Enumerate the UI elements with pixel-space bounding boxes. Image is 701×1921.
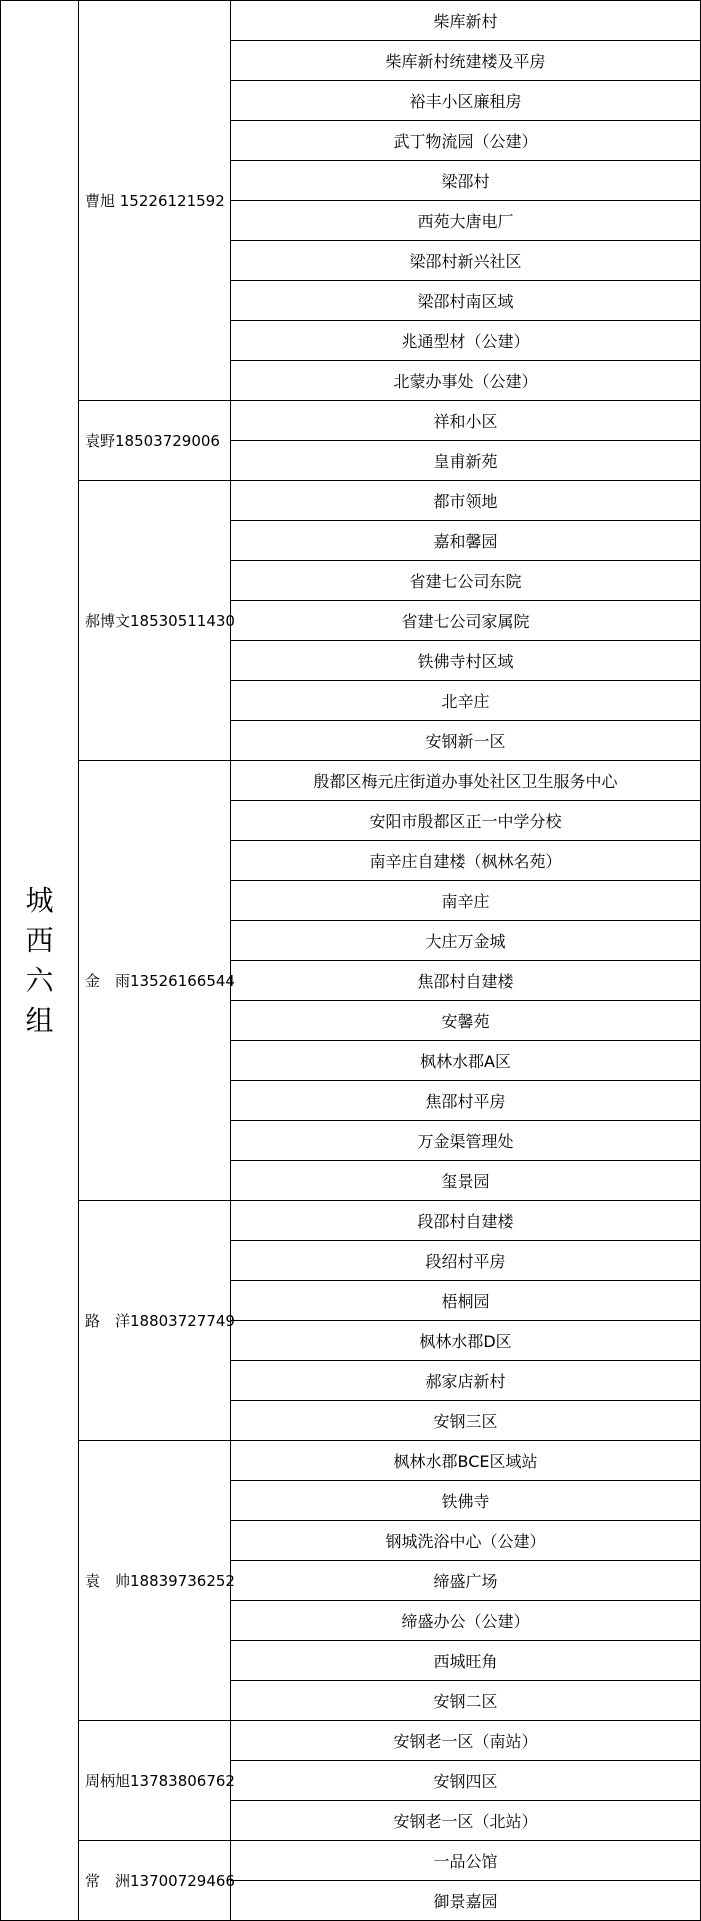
location-cell: 裕丰小区廉租房 <box>231 81 701 121</box>
table-row <box>1 1721 701 1761</box>
location-cell: 铁佛寺村区域 <box>231 641 701 681</box>
location-cell: 安钢三区 <box>231 1401 701 1441</box>
location-cell: 枫林水郡BCE区域站 <box>231 1441 701 1481</box>
location-cell: 铁佛寺 <box>231 1481 701 1521</box>
location-cell: 柴库新村统建楼及平房 <box>231 41 701 81</box>
location-cell: 御景嘉园 <box>231 1881 701 1921</box>
table-row <box>1 1841 701 1881</box>
location-cell: 祥和小区 <box>231 401 701 441</box>
location-cell: 省建七公司家属院 <box>231 601 701 641</box>
table-row <box>1 1 701 41</box>
table-row <box>1 401 701 441</box>
table-row <box>1 761 701 801</box>
location-cell: 西城旺角 <box>231 1641 701 1681</box>
location-cell: 焦邵村平房 <box>231 1081 701 1121</box>
person-contact-cell: 袁野18503729006 <box>79 401 231 481</box>
location-cell: 安钢四区 <box>231 1761 701 1801</box>
location-cell: 安钢二区 <box>231 1681 701 1721</box>
location-cell: 梁邵村 <box>231 161 701 201</box>
location-cell: 武丁物流园（公建） <box>231 121 701 161</box>
table-body <box>1 1 701 1921</box>
location-cell: 安钢老一区（北站） <box>231 1801 701 1841</box>
person-contact-cell: 周柄旭13783806762 <box>79 1721 231 1841</box>
location-cell: 万金渠管理处 <box>231 1121 701 1161</box>
location-cell: 安阳市殷都区正一中学分校 <box>231 801 701 841</box>
location-cell: 大庄万金城 <box>231 921 701 961</box>
location-cell: 梧桐园 <box>231 1281 701 1321</box>
location-cell: 缔盛办公（公建） <box>231 1601 701 1641</box>
location-cell: 嘉和馨园 <box>231 521 701 561</box>
group-name-cell <box>1 1 79 1921</box>
location-cell: 玺景园 <box>231 1161 701 1201</box>
location-cell: 段绍村平房 <box>231 1241 701 1281</box>
location-cell: 北辛庄 <box>231 681 701 721</box>
location-cell: 南辛庄自建楼（枫林名苑） <box>231 841 701 881</box>
location-cell: 都市领地 <box>231 481 701 521</box>
person-contact-cell: 郝博文18530511430 <box>79 481 231 761</box>
person-contact-cell: 金 雨13526166544 <box>79 761 231 1201</box>
location-cell: 焦邵村自建楼 <box>231 961 701 1001</box>
location-cell: 西苑大唐电厂 <box>231 201 701 241</box>
location-cell: 段邵村自建楼 <box>231 1201 701 1241</box>
location-cell: 钢城洗浴中心（公建） <box>231 1521 701 1561</box>
location-cell: 柴库新村 <box>231 1 701 41</box>
table-row <box>1 1441 701 1481</box>
location-cell: 兆通型材（公建） <box>231 321 701 361</box>
location-cell: 梁邵村新兴社区 <box>231 241 701 281</box>
location-cell: 南辛庄 <box>231 881 701 921</box>
person-contact-cell: 袁 帅18839736252 <box>79 1441 231 1721</box>
location-cell: 枫林水郡D区 <box>231 1321 701 1361</box>
table-row <box>1 1201 701 1241</box>
location-cell: 郝家店新村 <box>231 1361 701 1401</box>
location-cell: 安馨苑 <box>231 1001 701 1041</box>
location-cell: 安钢新一区 <box>231 721 701 761</box>
person-contact-cell: 路 洋18803727749 <box>79 1201 231 1441</box>
person-contact-cell: 常 洲13700729466 <box>79 1841 231 1921</box>
location-cell: 枫林水郡A区 <box>231 1041 701 1081</box>
location-cell: 一品公馆 <box>231 1841 701 1881</box>
location-cell: 北蒙办事处（公建） <box>231 361 701 401</box>
location-cell: 安钢老一区（南站） <box>231 1721 701 1761</box>
location-cell: 梁邵村南区域 <box>231 281 701 321</box>
location-cell: 省建七公司东院 <box>231 561 701 601</box>
location-cell: 殷都区梅元庄街道办事处社区卫生服务中心 <box>231 761 701 801</box>
group-name: 城西六组 <box>25 883 54 1037</box>
table-row <box>1 481 701 521</box>
person-contact-cell: 曹旭 15226121592 <box>79 1 231 401</box>
location-cell: 缔盛广场 <box>231 1561 701 1601</box>
location-cell: 皇甫新苑 <box>231 441 701 481</box>
